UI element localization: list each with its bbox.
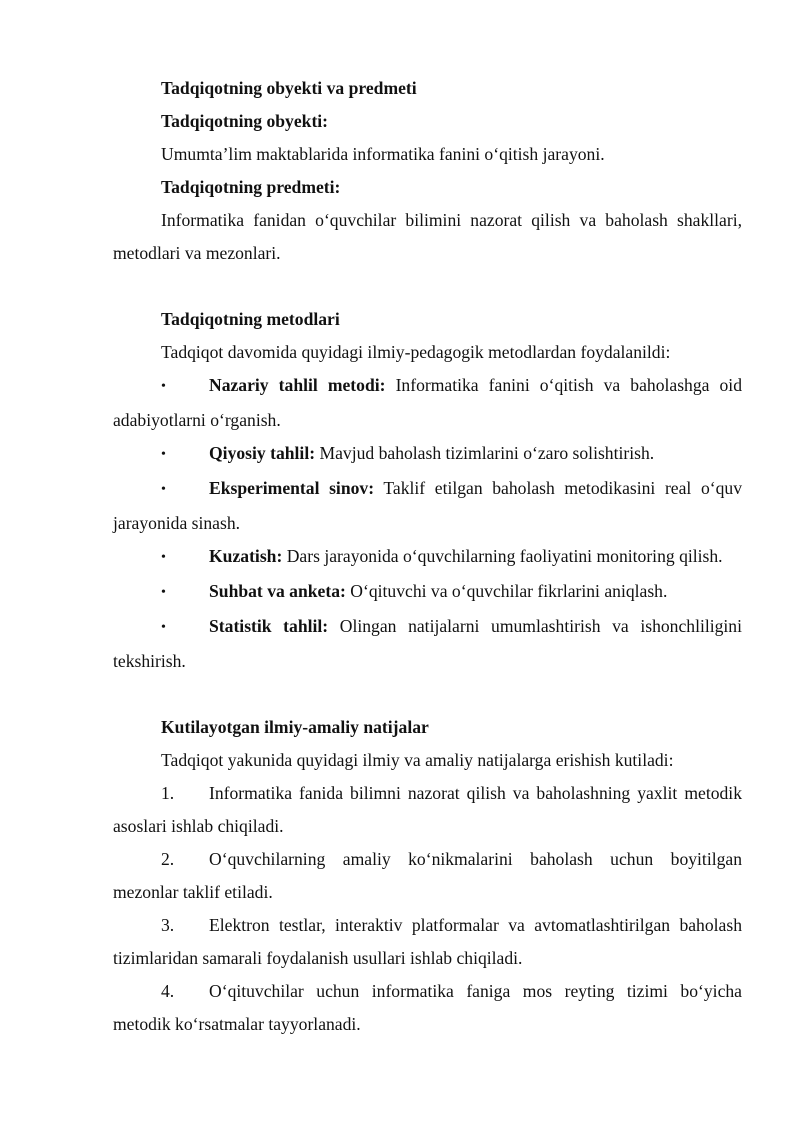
- spacer: [113, 270, 742, 303]
- item-number: 3.: [161, 915, 175, 935]
- result-text: Elektron testlar, interaktiv platformalar va avtomatlashtirilgan baholash tizimlaridan samarali foydalanish usullari ishlab chiqiladi.: [113, 915, 742, 968]
- result-text: Informatika fanida bilimni nazorat qilish va baholashning yaxlit metodik asoslari ishlab chiqiladi.: [113, 783, 742, 836]
- method-term: Kuzatish:: [209, 546, 283, 566]
- result-item: [113, 777, 742, 843]
- document-body: [113, 72, 742, 1041]
- result-text: O‘quvchilarning amaliy ko‘nikmalarini baholash uchun boyitilgan mezonlar taklif etiladi.: [113, 849, 742, 902]
- result-item: [113, 975, 742, 1041]
- section-heading-results: Kutilayotgan ilmiy-amaliy natijalar: [161, 717, 429, 737]
- method-item: [113, 610, 742, 678]
- item-number: 2.: [161, 849, 175, 869]
- method-text: Taklif etilgan baholash metodikasini real o‘quv jarayonida sinash.: [113, 478, 742, 533]
- bullet-marker: •: [161, 550, 166, 565]
- result-text: O‘qituvchilar uchun informatika faniga mos reyting tizimi bo‘yicha metodik ko‘rsatmalar tayyorlanadi.: [113, 981, 742, 1034]
- method-term: Qiyosiy tahlil:: [209, 443, 316, 463]
- bullet-marker: •: [161, 585, 166, 600]
- method-item: [113, 575, 742, 610]
- method-text: Mavjud baholash tizimlarini o‘zaro solishtirish.: [315, 443, 655, 463]
- method-item: [113, 540, 742, 575]
- spacer: [113, 678, 742, 711]
- subject-label: Tadqiqotning predmeti:: [161, 177, 341, 197]
- method-text: O‘qituvchi va o‘quvchilar fikrlarini aniqlash.: [345, 581, 668, 601]
- method-text: Olingan natijalarni umumlashtirish va ishonchliligini tekshirish.: [113, 616, 742, 671]
- methods-intro: Tadqiqot davomida quyidagi ilmiy-pedagogik metodlardan foydalanildi:: [161, 342, 671, 362]
- method-term: Suhbat va anketa:: [209, 581, 346, 601]
- method-term: Statistik tahlil:: [209, 616, 329, 636]
- subject-text: Informatika fanidan o‘quvchilar bilimini nazorat qilish va baholash shakllari, metodlari va mezonlari.: [113, 210, 742, 263]
- method-item: [113, 437, 742, 472]
- section-heading-objects: Tadqiqotning obyekti va predmeti: [161, 78, 417, 98]
- method-text: Dars jarayonida o‘quvchilarning faoliyatini monitoring qilish.: [282, 546, 723, 566]
- result-item: [113, 909, 742, 975]
- method-item: [113, 472, 742, 540]
- results-intro: Tadqiqot yakunida quyidagi ilmiy va amaliy natijalarga erishish kutiladi:: [161, 750, 674, 770]
- method-item: [113, 369, 742, 437]
- object-text: Umumta’lim maktablarida informatika fanini o‘qitish jarayoni.: [161, 144, 605, 164]
- object-label: Tadqiqotning obyekti:: [161, 111, 329, 131]
- bullet-marker: •: [161, 620, 166, 635]
- bullet-marker: •: [161, 447, 166, 462]
- item-number: 1.: [161, 783, 175, 803]
- bullet-marker: •: [161, 379, 166, 394]
- section-heading-methods: Tadqiqotning metodlari: [161, 309, 340, 329]
- result-item: [113, 843, 742, 909]
- method-text: Informatika fanini o‘qitish va baholashga oid adabiyotlarni o‘rganish.: [113, 375, 742, 430]
- item-number: 4.: [161, 981, 175, 1001]
- method-term: Eksperimental sinov:: [209, 478, 375, 498]
- bullet-marker: •: [161, 482, 166, 497]
- method-term: Nazariy tahlil metodi:: [209, 375, 386, 395]
